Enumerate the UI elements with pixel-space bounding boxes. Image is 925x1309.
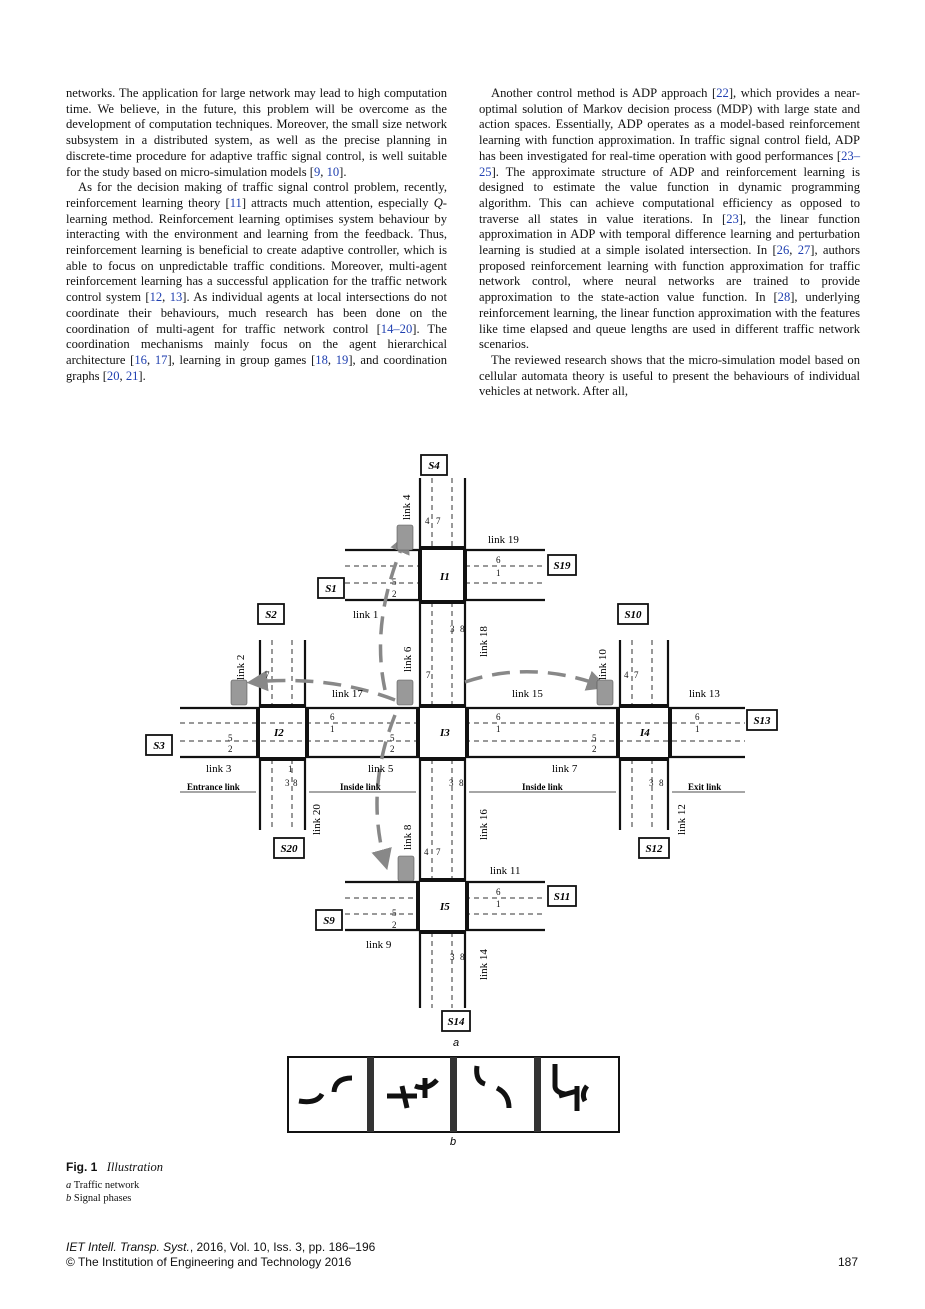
intersection-label: I1	[440, 571, 450, 583]
link-label: link 5	[368, 763, 394, 775]
lane-number: 1	[288, 764, 293, 774]
paragraph: networks. The application for large network may lead to high computation time. We believe, in the future, this problem will be overcome as the development of computation techniques. Moreover, the small size network subsystem in a distributed system, as well as the precise planning in discrete-time procedure for adaptive traffic signal control, is well suitable for the study based on micro-simulation models [9, 10].	[66, 86, 447, 179]
link-label: link 2	[235, 654, 247, 680]
lane-number: 1	[330, 724, 335, 734]
source-label: S10	[624, 609, 642, 621]
lane-number: 4	[425, 516, 430, 526]
intersection-label: I3	[440, 727, 450, 739]
page-number: 187	[838, 1255, 859, 1269]
panel-a-label: a	[453, 1037, 460, 1049]
lane-number: 6	[496, 555, 501, 565]
journal-citation: IET Intell. Transp. Syst., 2016, Vol. 10, Iss. 3, pp. 186–196	[66, 1240, 376, 1254]
left-column	[66, 86, 447, 384]
link-label: link 1	[353, 609, 379, 621]
lane-number: 5	[392, 908, 397, 918]
lane-number: 7	[436, 847, 441, 857]
link-label: link 13	[689, 688, 720, 700]
link-label: link 11	[490, 865, 521, 877]
citation-link[interactable]: 26	[776, 243, 790, 258]
intersection-label: I4	[640, 727, 650, 739]
paragraph: Another control method is ADP approach [22], which provides a near-optimal solution of Markov decision process (MDP) with large state and action spaces. Essentially, ADP operates as a model-based reinforcement learning with function approximation. In traffic signal control field, ADP has been investigated for real-time operation with good performances [23–25]. The approximate structure of ADP and reinforcement learning is designed to estimate the value function in dynamic programming algorithm. This can achieve computational efficiency as opposed to traverse all states in value iterations. In [23], the linear function approximation in ADP with temporal difference learning and perturbation learning is studied at a simple isolated intersection. In [26, 27], authors proposed reinforcement learning with function approximation for traffic network control, where neural networks are trained to provide approximation to the state-action value function. In [28], underlying reinforcement learning, the linear function approximation with the features like time elapsed and queue lengths are used in different traffic network scenarios.	[479, 86, 860, 352]
building-icon	[397, 680, 413, 705]
source-label: S14	[447, 1016, 465, 1028]
link-label: link 16	[478, 809, 490, 840]
source-label: S20	[280, 843, 298, 855]
source-label: S1	[325, 583, 337, 595]
link-label: link 19	[488, 534, 519, 546]
lane-number: 5	[228, 733, 233, 743]
lane-number: 1	[496, 899, 501, 909]
citation-link[interactable]: 18	[315, 352, 328, 367]
link-label: link 18	[478, 626, 490, 657]
lane-number: 3	[449, 778, 454, 788]
lane-number: 8	[460, 624, 465, 634]
citation-link[interactable]: 12	[149, 290, 163, 305]
citation-link[interactable]: 21	[125, 368, 139, 383]
link-label: link 17	[332, 688, 363, 700]
source-label: S19	[553, 560, 571, 572]
link-label: link 8	[402, 824, 414, 850]
lane-number: 3	[450, 952, 455, 962]
subcaption-b: b Signal phases	[66, 1193, 132, 1204]
building-icon	[397, 525, 413, 550]
lane-number: 1	[496, 724, 501, 734]
link-label: link 15	[512, 688, 543, 700]
lane-number: 7	[426, 670, 431, 680]
source-label: S4	[428, 460, 440, 472]
citation-link[interactable]: 22	[716, 86, 729, 100]
lane-number: 3	[285, 778, 290, 788]
paragraph: The reviewed research shows that the micro-simulation model based on cellular automata theory is useful to present the behaviours of individual vehicles at network. After all,	[479, 352, 860, 399]
traffic-network-diagram	[140, 448, 780, 1056]
source-label: S2	[265, 609, 277, 621]
citation-link[interactable]: 16	[134, 352, 147, 367]
citation-link[interactable]: 28	[777, 290, 791, 305]
building-icon	[231, 680, 247, 705]
citation-link[interactable]: 14–20	[380, 321, 413, 336]
building-icon	[597, 680, 613, 705]
building-icon	[398, 856, 414, 881]
lane-number: 3	[649, 778, 654, 788]
lane-number: 6	[695, 712, 700, 722]
lane-number: 2	[392, 920, 397, 930]
lane-number: 2	[390, 744, 395, 754]
link-type-label: Inside link	[522, 782, 563, 792]
lane-number: 1	[695, 724, 700, 734]
link-label: link 14	[478, 949, 490, 980]
lane-number: 7	[265, 670, 270, 680]
link-type-label: Exit link	[688, 782, 722, 792]
lane-number: 7	[634, 670, 639, 680]
lane-number: 6	[496, 887, 501, 897]
lane-number: 3	[450, 624, 455, 634]
signal-phases-diagram	[287, 1056, 620, 1148]
lane-number: 1	[496, 568, 501, 578]
lane-number: 8	[293, 778, 298, 788]
figure-caption: Fig. 1 Illustration	[66, 1160, 163, 1174]
citation-link[interactable]: 11	[229, 195, 242, 210]
link-label: link 10	[597, 649, 609, 680]
citation-link[interactable]: 23–25	[479, 148, 860, 179]
lane-number: 8	[460, 952, 465, 962]
link-type-label: Inside link	[340, 782, 381, 792]
lane-number: 6	[330, 712, 335, 722]
right-column	[479, 86, 860, 400]
citation-link[interactable]: 20	[106, 368, 120, 383]
lane-number: 5	[390, 733, 395, 743]
link-label: link 7	[552, 763, 578, 775]
citation-link[interactable]: 13	[169, 290, 183, 305]
lane-number: 8	[459, 778, 464, 788]
link-label: link 3	[206, 763, 232, 775]
source-label: S3	[153, 740, 165, 752]
copyright: © The Institution of Engineering and Technology 2016	[66, 1255, 352, 1269]
intersection-label: I2	[274, 727, 284, 739]
source-label: S11	[553, 891, 571, 903]
subcaption-a: a Traffic network	[66, 1180, 140, 1191]
intersection-label: I5	[440, 901, 450, 913]
source-label: S9	[323, 915, 335, 927]
lane-number: 2	[228, 744, 233, 754]
lane-number: 5	[592, 733, 597, 743]
citation-link[interactable]: 9	[313, 164, 321, 179]
lane-number: 7	[436, 516, 441, 526]
link-label: link 12	[676, 804, 688, 835]
source-label: S12	[645, 843, 663, 855]
link-label: link 9	[366, 939, 392, 951]
citation-link[interactable]: 10	[326, 164, 340, 179]
citation-link[interactable]: 17	[154, 352, 168, 367]
link-label: link 4	[401, 494, 413, 520]
lane-number: 5	[392, 577, 397, 587]
source-label: S13	[753, 715, 771, 727]
link-type-label: Entrance link	[187, 782, 240, 792]
lane-number: 2	[392, 589, 397, 599]
link-label: link 20	[311, 804, 323, 835]
citation-link[interactable]: 19	[335, 352, 349, 367]
lane-number: 8	[659, 778, 664, 788]
lane-number: 6	[496, 712, 501, 722]
link-label: link 6	[402, 646, 414, 672]
citation-link[interactable]: 27	[797, 243, 811, 258]
citation-link[interactable]: 23	[726, 211, 739, 226]
lane-number: 4	[624, 670, 629, 680]
panel-b-label: b	[450, 1136, 457, 1148]
lane-number: 4	[424, 847, 429, 857]
lane-number: 2	[592, 744, 597, 754]
paragraph: As for the decision making of traffic signal control problem, recently, reinforcement learning theory [11] attracts much attention, especially Q-learning method. Reinforcement learning optimises system behaviour by interacting with the environment and learning from the feedback. Thus, reinforcement learning is beneficial to create adaptive controller, which is able to focus on unpredictable traffic conditions. Moreover, multi-agent reinforcement learning has a successful application for the traffic network control system [12, 13]. As individual agents at local intersections do not coordinate their behaviours, much research has been done on the coordination of multi-agent for traffic network control [14–20]. The coordination mechanisms mainly focus on the agent hierarchical architecture [16, 17], learning in group games [18, 19], and coordination graphs [20, 21].	[66, 180, 447, 383]
